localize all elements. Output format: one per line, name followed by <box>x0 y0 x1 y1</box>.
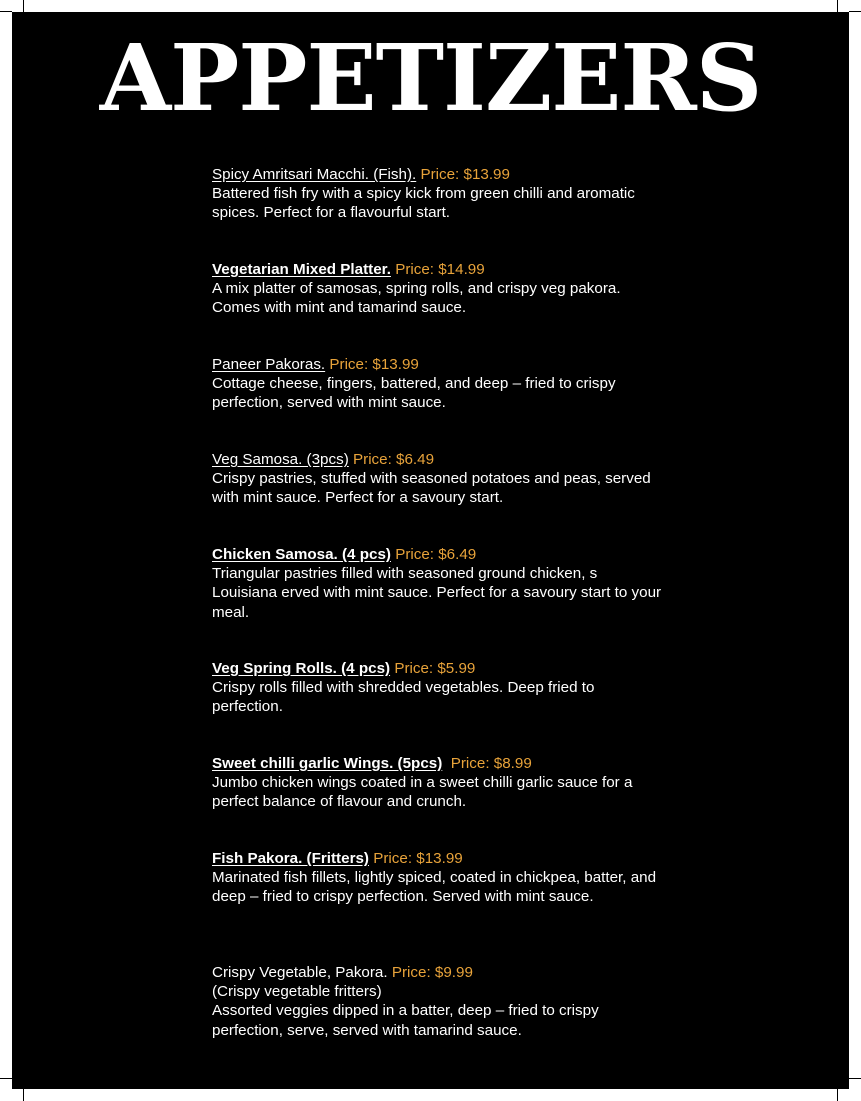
menu-item <box>212 450 662 508</box>
item-name: Chicken Samosa. (4 pcs) <box>212 546 391 563</box>
item-description: Battered fish fry with a spicy kick from green chilli and aromatic spices. Perfect for a flavourful start. <box>212 185 635 222</box>
crop-mark <box>837 1089 838 1101</box>
crop-mark <box>23 0 24 12</box>
menu-item <box>212 963 662 1040</box>
item-description: Jumbo chicken wings coated in a sweet chilli garlic sauce for a perfect balance of flavour and crunch. <box>212 774 633 811</box>
item-description: Cottage cheese, fingers, battered, and deep – fried to crispy perfection, served with mint sauce. <box>212 375 616 412</box>
menu-item <box>212 545 662 622</box>
item-price: Price: $5.99 <box>394 660 476 677</box>
item-name: Veg Spring Rolls. (4 pcs) <box>212 660 391 677</box>
item-price: Price: $13.99 <box>373 850 463 867</box>
item-subtitle: (Crispy vegetable fritters) <box>212 983 382 1001</box>
item-description: Triangular pastries filled with seasoned ground chicken, s Louisiana erved with mint sauce. Perfect for a savoury start to your meal. <box>212 565 662 621</box>
menu-item <box>212 849 662 926</box>
item-description: Assorted veggies dipped in a batter, deep – fried to crispy perfection, serve, served with tamarind sauce. <box>212 1002 599 1039</box>
item-description: A mix platter of samosas, spring rolls, and crispy veg pakora. Comes with mint and tamarind sauce. <box>212 280 621 317</box>
crop-mark <box>849 11 861 12</box>
item-description: Crispy rolls filled with shredded vegetables. Deep fried to perfection. <box>212 679 595 716</box>
crop-mark <box>837 0 838 12</box>
item-price: Price: $14.99 <box>395 261 485 278</box>
item-description: Crispy pastries, stuffed with seasoned potatoes and peas, served with mint sauce. Perfect for a savoury start. <box>212 470 651 507</box>
menu-item <box>212 355 662 413</box>
item-name: Sweet chilli garlic Wings. (5pcs) <box>212 755 443 772</box>
menu-item <box>212 165 662 241</box>
item-price: Price: $13.99 <box>329 356 419 373</box>
crop-mark <box>0 11 12 12</box>
crop-mark <box>0 1078 12 1079</box>
item-name: Vegetarian Mixed Platter. <box>212 261 391 278</box>
item-name: Spicy Amritsari Macchi. (Fish). <box>212 166 417 183</box>
item-description: Marinated fish fillets, lightly spiced, coated in chickpea, batter, and deep – fried to crispy perfection. Served with mint sauce. <box>212 869 657 906</box>
crop-mark <box>849 1078 861 1079</box>
appetizer-list <box>212 165 662 1040</box>
menu-item <box>212 659 662 717</box>
page-title: APPETIZERS <box>99 24 762 132</box>
item-price: Price: $13.99 <box>420 166 510 183</box>
item-price: Price: $8.99 <box>450 755 532 772</box>
item-name: Veg Samosa. (3pcs) <box>212 451 349 468</box>
item-name: Crispy Vegetable, Pakora. <box>212 964 388 981</box>
item-name: Paneer Pakoras. <box>212 356 326 373</box>
item-price: Price: $6.49 <box>353 451 435 468</box>
item-name: Fish Pakora. (Fritters) <box>212 850 369 867</box>
item-price: Price: $9.99 <box>391 964 473 981</box>
crop-mark <box>23 1089 24 1101</box>
menu-item <box>212 754 662 812</box>
item-price: Price: $6.49 <box>395 546 477 563</box>
menu-item <box>212 260 662 318</box>
